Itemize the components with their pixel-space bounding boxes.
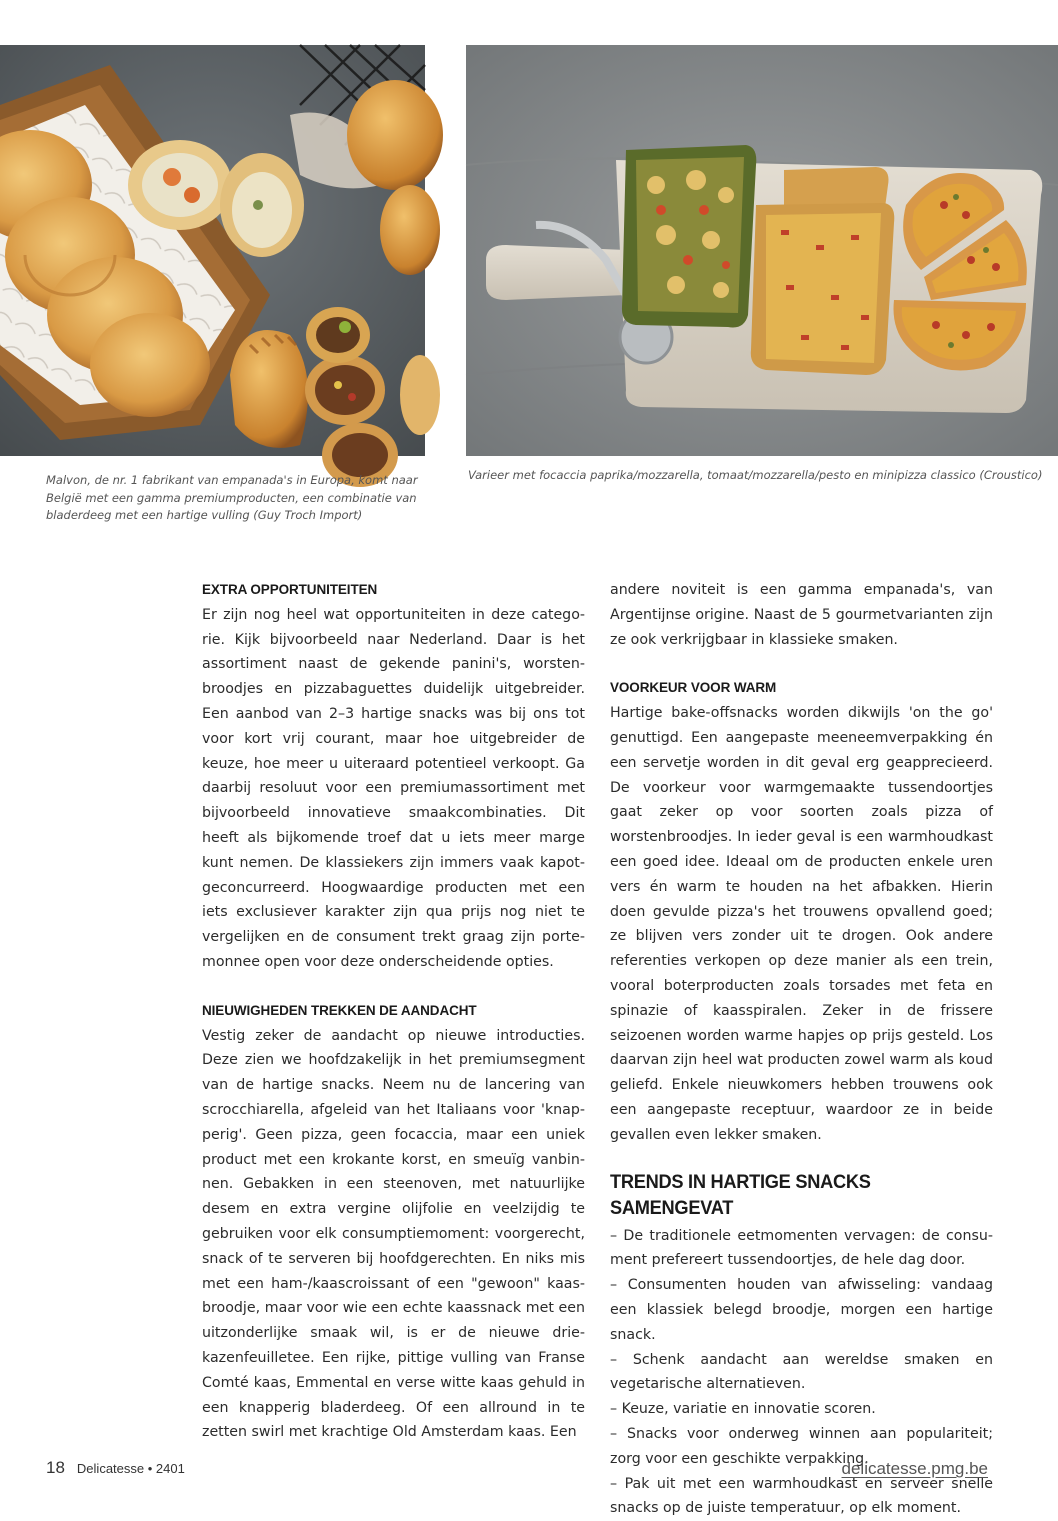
article-column-right xyxy=(610,578,993,1521)
section-heading-extra-opportuniteiten: EXTRA OPPORTUNITEITEN xyxy=(202,578,585,603)
empanada-illustration xyxy=(0,45,425,456)
focaccia-photo xyxy=(466,45,1058,456)
summary-item: – Pak uit met een warmhoudkast en serveer snelle snacks op de juiste temperatuur, op elk moment. xyxy=(610,1472,993,1521)
summary-item: – Schenk aandacht aan wereldse smaken en vegetarische alternatieven. xyxy=(610,1348,993,1398)
website-link[interactable]: delicatesse.pmg.be xyxy=(842,1459,988,1479)
summary-item: – Snacks voor onderweg winnen aan populariteit; zorg voor een geschikte verpakking. xyxy=(610,1422,993,1472)
magazine-issue: Delicatesse • 2401 xyxy=(77,1461,185,1476)
section-body-continuation: andere noviteit is een gamma empanada's, van Argentijnse origine. Naast de 5 gourmetvarianten zijn ze ook verkrijgbaar in klassieke smaken. xyxy=(610,578,993,652)
empanada-photo xyxy=(0,45,425,456)
article-column-left xyxy=(202,578,585,1445)
summary-item: – Keuze, variatie en innovatie scoren. xyxy=(610,1397,993,1422)
photo-caption-right: Varieer met focaccia paprika/mozzarella, tomaat/mozzarella/pesto en minipizza classico (Croustico) xyxy=(468,467,1048,485)
photo-caption-left: Malvon, de nr. 1 fabrikant van empanada's in Europa, komt naar België met een gamma premiumproducten, een combinatie van bladerdeeg met een hartige vulling (Guy Troch Import) xyxy=(46,472,418,525)
section-heading-nieuwigheden: NIEUWIGHEDEN TREKKEN DE AANDACHT xyxy=(202,999,585,1024)
summary-item: – Consumenten houden van afwisseling: vandaag een klassiek belegd broodje, morgen een hartige snack. xyxy=(610,1273,993,1347)
section-heading-voorkeur-voor-warm: VOORKEUR VOOR WARM xyxy=(610,676,993,701)
section-body-voorkeur-voor-warm: Hartige bake-offsnacks worden dikwijls 'on the go' genuttigd. Een aangepaste meeneemverpakking én een servetje worden in dit geval erg geapprecieerd. De voorkeur voor warmgemaakte tussendoortjes gaat zeker op voor soorten zoals pizza of worstenbroodjes. In ieder geval is een warmhoudkast een goed idee. Ideaal om de producten enkele uren vers én warm te houden na het afbakken. Hierin doen gevulde pizza's het trouwens opvallend goed; ze blijven vers zonder uit te drogen. Ook andere referenties verkopen op deze manier als een trein, vooral boterproducten zoals torsades met feta en spinazie of kaasspiralen. Zeker in de frissere seizoenen worden warme hapjes op prijs gesteld. Los daarvan zijn heel wat producten zowel warm als koud geliefd. Enkele nieuwkomers hebben trouwens ook een aangepaste receptuur, waardoor ze in beide gevallen even lekker smaken. xyxy=(610,701,993,1147)
focaccia-illustration xyxy=(466,45,1058,456)
summary-title: TRENDS IN HARTIGE SNACKS SAMENGEVAT xyxy=(610,1170,978,1222)
page-number: 18 xyxy=(46,1458,65,1478)
page-footer xyxy=(46,1458,185,1478)
section-body-nieuwigheden: Vestig zeker de aandacht op nieuwe introducties. Deze zien we hoofdzakelijk in het premiumsegment van de hartige snacks. Neem nu de lancering van scrocchiarella, afgeleid van het Italiaans voor 'knapperig'. Geen pizza, geen focaccia, maar een uniek product met een krokante korst, en smeuïg vanbinnen. Gebakken in een steenoven, met natuurlijke desem en extra vergine olijfolie en veelzijdig te gebruiken voor elk consumptiemoment: voorgerecht, snack of te serveren bij hoofdgerechten. En niks mis met een ham-/kaascroissant of een "gewoon" kaasbroodje, maar voor wie een echte kaassnack met een uitzonderlijke smaak wil, is er de nieuwe driekazenfeuilletee. Een rijke, pittige vulling van Franse Comté kaas, Emmental en verse witte kaas gehuld in een knapperig bladerdeeg. Of een allround in te zetten swirl met krachtige Old Amsterdam kaas. Een xyxy=(202,1024,585,1446)
summary-item: – De traditionele eetmomenten vervagen: de consument prefereert tussendoortjes, de hele dag door. xyxy=(610,1224,993,1274)
section-body-extra-opportuniteiten: Er zijn nog heel wat opportuniteiten in deze categorie. Kijk bijvoorbeeld naar Nederland. Daar is het assortiment naast de gekende panini's, worstenbroodjes en pizzabaguettes duidelijk uitgebreider. Een aanbod van 2–3 hartige snacks was bij ons tot voor kort vrij courant, maar hoe uitgebreider de keuze, hoe meer u uiteraard potentieel verkoopt. Ga daarbij resoluut voor een premiumassortiment met bijvoorbeeld innovatieve smaakcombinaties. Dit heeft als bijkomende troef dat u iets meer marge kunt nemen. De klassiekers zijn immers vaak kapotgeconcurreerd. Hoogwaardige producten met een iets exclusiever karakter zijn qua prijs nog niet te vergelijken en de consument trekt graag zijn portemonnee open voor deze onderscheidende opties. xyxy=(202,603,585,975)
